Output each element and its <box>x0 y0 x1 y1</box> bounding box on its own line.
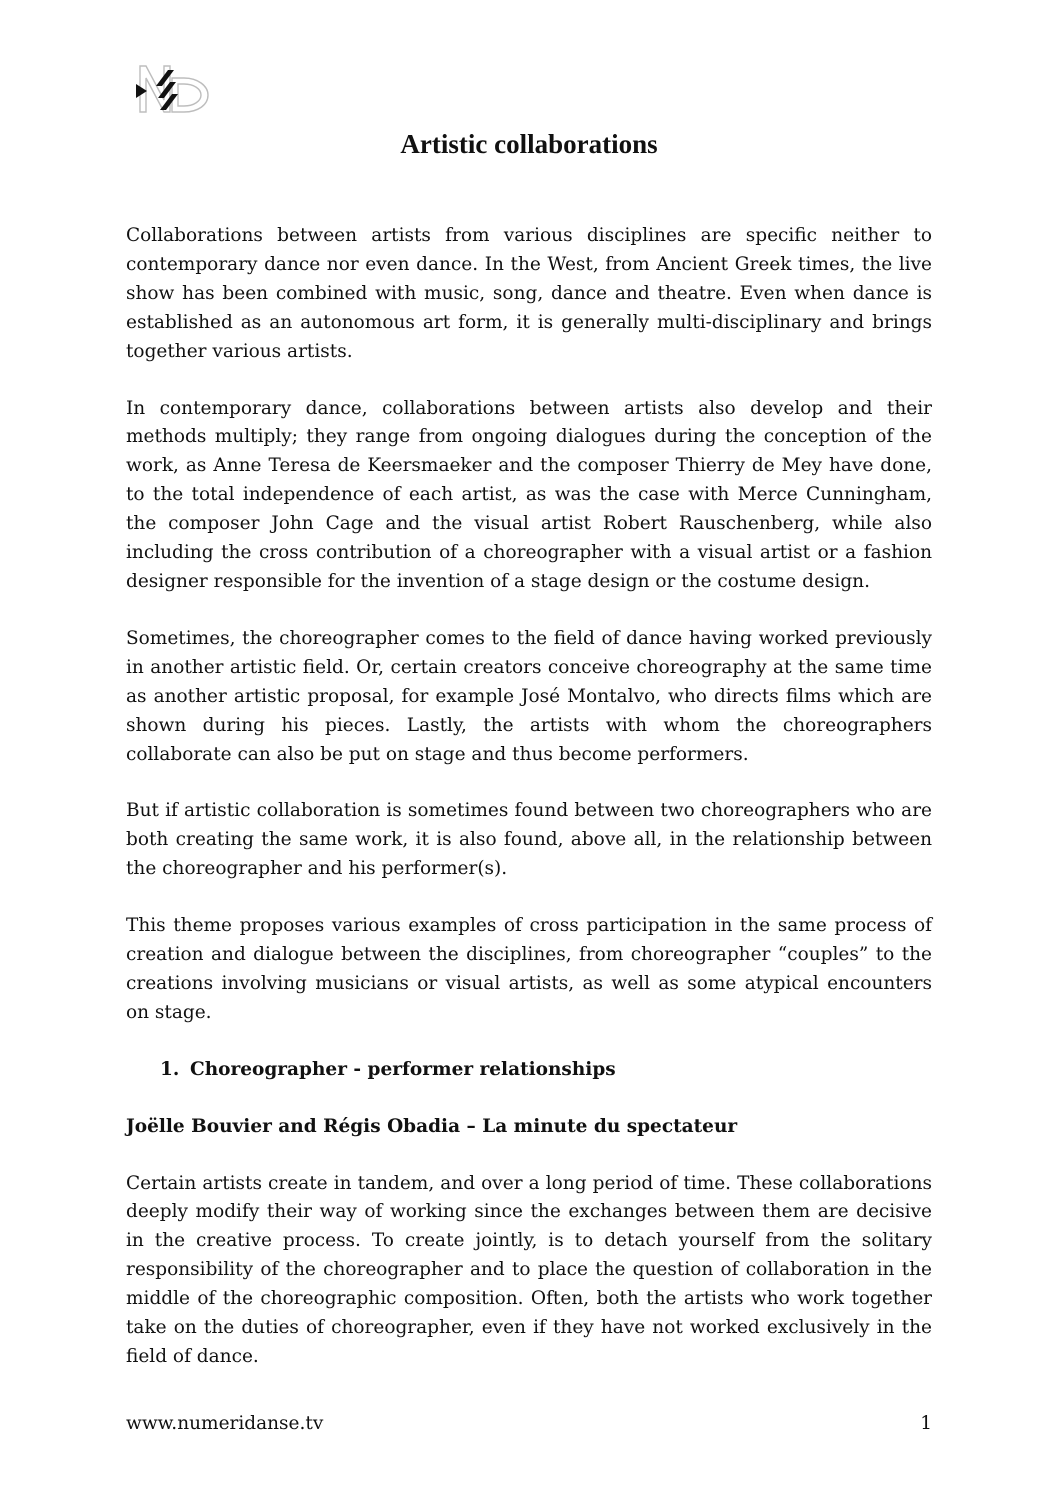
subsection-heading: Joëlle Bouvier and Régis Obadia – La minute du spectateur <box>126 1115 738 1137</box>
intro-paragraph: Sometimes, the choreographer comes to the field of dance having worked previously in another artistic field. Or, certain creators conceive choreography at the same time as another artistic proposal, for example José Montalvo, who directs films which are shown during his pieces. Lastly, the artists with whom the choreographers collaborate can also be put on stage and thus become performers. <box>126 627 932 765</box>
intro-paragraph: But if artistic collaboration is sometimes found between two choreographers who are both creating the same work, it is also found, above all, in the relationship between the choreographer and his performer(s). <box>126 800 932 880</box>
section-heading-text: Choreographer - performer relationships <box>190 1058 616 1080</box>
section-paragraph: Certain artists create in tandem, and over a long period of time. These collaborations deeply modify their way of working since the exchanges between them are decisive in the creative process. To create jointly, is to detach yourself from the solitary responsibility of the choreographer and to place the question of collaboration in the middle of the choreographic composition. Often, both the artists who work together take on the duties of choreographer, even if they have not worked exclusively in the field of dance. <box>126 1172 932 1367</box>
footer-url: www.numeridanse.tv <box>126 1413 324 1434</box>
intro-paragraph: In contemporary dance, collaborations between artists also develop and their methods multiply; they range from ongoing dialogues during the conception of the work, as Anne Teresa de Keersmaeker and the composer Thierry de Mey have done, to the total independence of each artist, as was the case with Merce Cunningham, the composer John Cage and the visual artist Robert Rauschenberg, while also including the cross contribution of a choreographer with a visual artist or a fashion designer responsible for the invention of a stage design or the costume design. <box>126 397 932 592</box>
intro-paragraph: Collaborations between artists from various disciplines are specific neither to contemporary dance nor even dance. In the West, from Ancient Greek times, the live show has been combined with music, song, dance and theatre. Even when dance is established as an autonomous art form, it is generally multi-disciplinary and brings together various artists. <box>126 225 932 362</box>
document-body <box>126 222 932 1400</box>
numeridanse-logo-icon <box>132 64 216 116</box>
page-number: 1 <box>920 1413 932 1434</box>
section-number: 1. <box>160 1058 180 1080</box>
intro-paragraph: This theme proposes various examples of cross participation in the same process of creation and dialogue between the disciplines, from choreographer “couples” to the creations involving musicians or visual artists, as well as some atypical encounters on stage. <box>126 915 932 1023</box>
section-heading <box>126 1056 932 1085</box>
page-title: Artistic collaborations <box>400 129 658 159</box>
